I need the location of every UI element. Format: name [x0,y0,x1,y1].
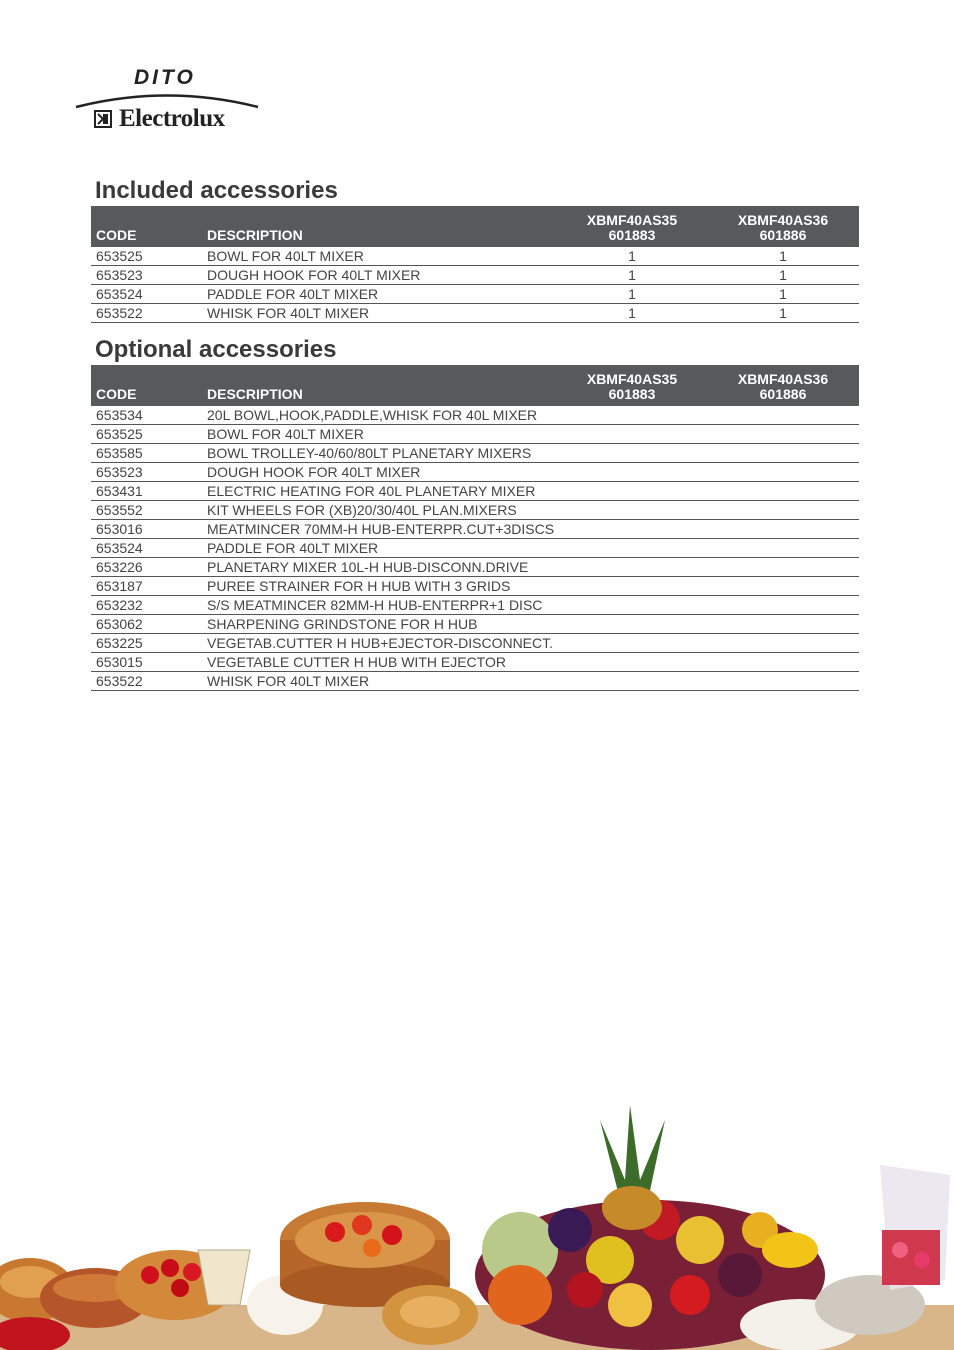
description-cell: 20L BOWL,HOOK,PADDLE,WHISK FOR 40L MIXER [202,406,557,425]
code-cell: 653016 [91,520,202,539]
description-cell: BOWL FOR 40LT MIXER [202,247,557,266]
description-cell: VEGETABLE CUTTER H HUB WITH EJECTOR [202,653,557,672]
code-cell: 653524 [91,285,202,304]
description-cell: WHISK FOR 40LT MIXER [202,304,557,323]
included-accessories-title: Included accessories [95,177,338,204]
code-cell: 653523 [91,266,202,285]
code-header: CODE [91,365,202,406]
optional-accessories-title: Optional accessories [95,336,337,363]
table-header-row [91,365,859,406]
model-1-header: XBMF40AS35 601883 [557,206,707,247]
description-cell: DOUGH HOOK FOR 40LT MIXER [202,463,557,482]
code-cell: 653522 [91,672,202,691]
code-cell: 653534 [91,406,202,425]
qty-cell: 1 [557,285,707,304]
dito-electrolux-logo [72,62,267,140]
description-cell: PADDLE FOR 40LT MIXER [202,539,557,558]
description-cell: BOWL TROLLEY-40/60/80LT PLANETARY MIXERS [202,444,557,463]
table-row [91,463,859,482]
qty-cell: 1 [707,247,859,266]
table-row [91,406,859,425]
food-buffet-illustration [0,1100,954,1350]
table-row [91,520,859,539]
table-row [91,558,859,577]
model-2-header: XBMF40AS36 601886 [707,365,859,406]
code-cell: 653187 [91,577,202,596]
description-cell: S/S MEATMINCER 82MM-H HUB-ENTERPR+1 DISC [202,596,557,615]
code-cell: 653552 [91,501,202,520]
electrolux-brand [94,105,225,133]
included-accessories-table [91,206,859,323]
code-cell: 653524 [91,539,202,558]
description-cell: WHISK FOR 40LT MIXER [202,672,557,691]
description-cell: PUREE STRAINER FOR H HUB WITH 3 GRIDS [202,577,557,596]
table-row [91,653,859,672]
qty-cell: 1 [557,304,707,323]
code-cell: 653226 [91,558,202,577]
model-1-header: XBMF40AS35 601883 [557,365,707,406]
optional-accessories-table [91,365,859,691]
table-header-row [91,206,859,247]
electrolux-wordmark: Electrolux [119,105,225,132]
description-cell: KIT WHEELS FOR (XB)20/30/40L PLAN.MIXERS [202,501,557,520]
model-2-header: XBMF40AS36 601886 [707,206,859,247]
qty-cell: 1 [707,304,859,323]
qty-cell: 1 [557,247,707,266]
code-cell: 653062 [91,615,202,634]
qty-cell: 1 [707,266,859,285]
table-row [91,672,859,691]
description-cell: VEGETAB.CUTTER H HUB+EJECTOR-DISCONNECT. [202,634,557,653]
table-row [91,444,859,463]
code-cell: 653232 [91,596,202,615]
table-row [91,304,859,323]
description-cell: DOUGH HOOK FOR 40LT MIXER [202,266,557,285]
code-cell: 653015 [91,653,202,672]
qty-cell: 1 [557,266,707,285]
qty-cell: 1 [707,285,859,304]
code-cell: 653431 [91,482,202,501]
description-cell: PADDLE FOR 40LT MIXER [202,285,557,304]
description-cell: SHARPENING GRINDSTONE FOR H HUB [202,615,557,634]
table-row [91,285,859,304]
code-header: CODE [91,206,202,247]
description-cell: ELECTRIC HEATING FOR 40L PLANETARY MIXER [202,482,557,501]
code-cell: 653522 [91,304,202,323]
description-cell: BOWL FOR 40LT MIXER [202,425,557,444]
dito-wordmark: DITO [134,66,196,89]
code-cell: 653525 [91,425,202,444]
code-cell: 653225 [91,634,202,653]
code-cell: 653523 [91,463,202,482]
description-header: DESCRIPTION [202,365,557,406]
description-cell: PLANETARY MIXER 10L-H HUB-DISCONN.DRIVE [202,558,557,577]
table-row [91,615,859,634]
electrolux-mark-icon [94,110,112,128]
table-row [91,634,859,653]
table-row [91,247,859,266]
table-row [91,501,859,520]
table-row [91,577,859,596]
code-cell: 653585 [91,444,202,463]
table-row [91,539,859,558]
description-cell: MEATMINCER 70MM-H HUB-ENTERPR.CUT+3DISCS [202,520,557,539]
table-row [91,482,859,501]
table-row [91,596,859,615]
table-row [91,266,859,285]
description-header: DESCRIPTION [202,206,557,247]
code-cell: 653525 [91,247,202,266]
table-row [91,425,859,444]
